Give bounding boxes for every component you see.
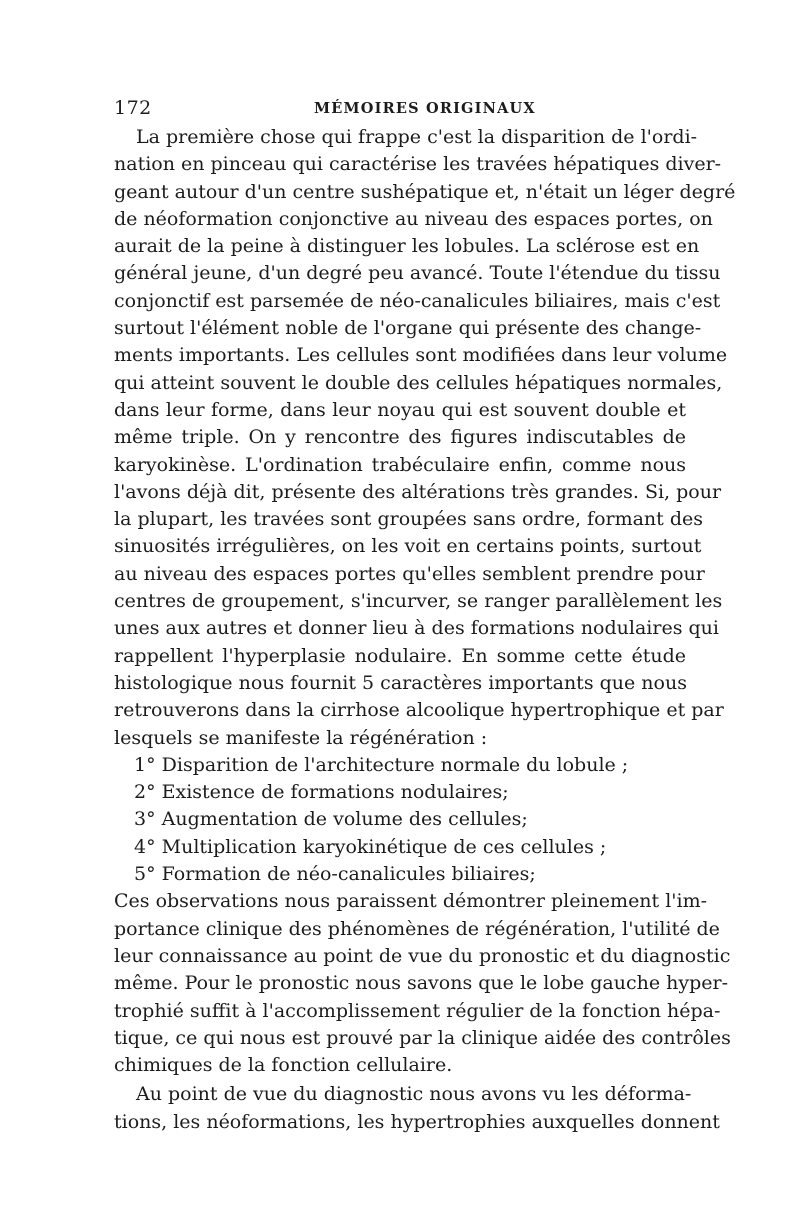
text-line: retrouverons dans la cirrhose alcoolique hypertrophique et par bbox=[114, 699, 724, 722]
text-line: unes aux autres et donner lieu à des formations nodulaires qui bbox=[114, 617, 719, 640]
text-line: tique, ce qui nous est prouvé par la clinique aidée des contrôles bbox=[114, 1026, 731, 1049]
paragraph-1 bbox=[114, 124, 736, 752]
text-line: leur connaissance au point de vue du pronostic et du diagnostic bbox=[114, 944, 731, 967]
text-line: général jeune, d'un degré peu avancé. Toute l'étendue du tissu bbox=[114, 262, 721, 285]
text-line: la plupart, les travées sont groupées sans ordre, formant des bbox=[114, 508, 703, 531]
body-text bbox=[114, 124, 736, 1136]
text-line: qui atteint souvent le double des cellules hépatiques normales, bbox=[114, 371, 723, 394]
text-line: au niveau des espaces portes qu'elles semblent prendre pour bbox=[114, 562, 705, 585]
text-line: surtout l'élément noble de l'organe qui présente des change- bbox=[114, 317, 702, 340]
paragraph-2 bbox=[114, 888, 731, 1079]
text-line: même. Pour le pronostic nous savons que le lobe gauche hyper- bbox=[114, 972, 729, 995]
page-header bbox=[114, 97, 686, 125]
text-line: Ces observations nous paraissent démontrer pleinement l'im- bbox=[114, 890, 708, 913]
text-line: centres de groupement, s'incurver, se ranger parallèlement les bbox=[114, 590, 723, 613]
text-line: geant autour d'un centre sushépatique et, n'était un léger degré bbox=[114, 180, 736, 203]
text-line: La première chose qui frappe c'est la disparition de l'ordi- bbox=[136, 126, 698, 148]
list-item: 2° Existence de formations nodulaires; bbox=[134, 781, 509, 804]
text-line: chimiques de la fonction cellulaire. bbox=[114, 1054, 453, 1077]
text-line: ments importants. Les cellules sont modifiées dans leur volume bbox=[114, 344, 728, 367]
text-line: Au point de vue du diagnostic nous avons vu les déforma- bbox=[136, 1083, 692, 1106]
text-line: portance clinique des phénomènes de régénération, l'utilité de bbox=[114, 917, 720, 940]
text-line: sinuosités irrégulières, on les voit en certains points, surtout bbox=[114, 535, 702, 558]
text-line: histologique nous fournit 5 caractères importants que nous bbox=[114, 671, 687, 694]
list-item: 4° Multiplication karyokinétique de ces cellules ; bbox=[134, 835, 607, 858]
list-item: 5° Formation de néo-canalicules biliaires; bbox=[134, 863, 536, 886]
list-item: 3° Augmentation de volume des cellules; bbox=[134, 808, 528, 831]
text-line: de néoformation conjonctive au niveau des espaces portes, on bbox=[114, 207, 713, 230]
text-line: l'avons déjà dit, présente des altérations très grandes. Si, pour bbox=[114, 480, 722, 503]
numbered-list bbox=[114, 752, 686, 888]
text-line: nation en pinceau qui caractérise les travées hépatiques diver- bbox=[114, 153, 722, 176]
text-line: rappellent l'hyperplasie nodulaire. En somme cette étude bbox=[114, 644, 686, 667]
paragraph-3 bbox=[114, 1081, 720, 1136]
text-line: conjonctif est parsemée de néo-canalicules biliaires, mais c'est bbox=[114, 289, 721, 312]
text-line: même triple. On y rencontre des figures indiscutables de bbox=[114, 426, 686, 449]
text-line: karyokinèse. L'ordination trabéculaire enfin, comme nous bbox=[114, 453, 686, 476]
page-number: 172 bbox=[114, 97, 152, 119]
text-line: tions, les néoformations, les hypertrophies auxquelles donnent bbox=[114, 1110, 720, 1133]
text-line: lesquels se manifeste la régénération : bbox=[114, 726, 488, 749]
list-item: 1° Disparition de l'architecture normale du lobule ; bbox=[134, 753, 629, 776]
text-line: aurait de la peine à distinguer les lobules. La sclérose est en bbox=[114, 235, 700, 258]
text-line: trophié suffit à l'accomplissement régulier de la fonction hépa- bbox=[114, 999, 721, 1022]
text-line: dans leur forme, dans leur noyau qui est souvent double et bbox=[114, 398, 686, 421]
running-head: MÉMOIRES ORIGINAUX bbox=[314, 100, 536, 117]
